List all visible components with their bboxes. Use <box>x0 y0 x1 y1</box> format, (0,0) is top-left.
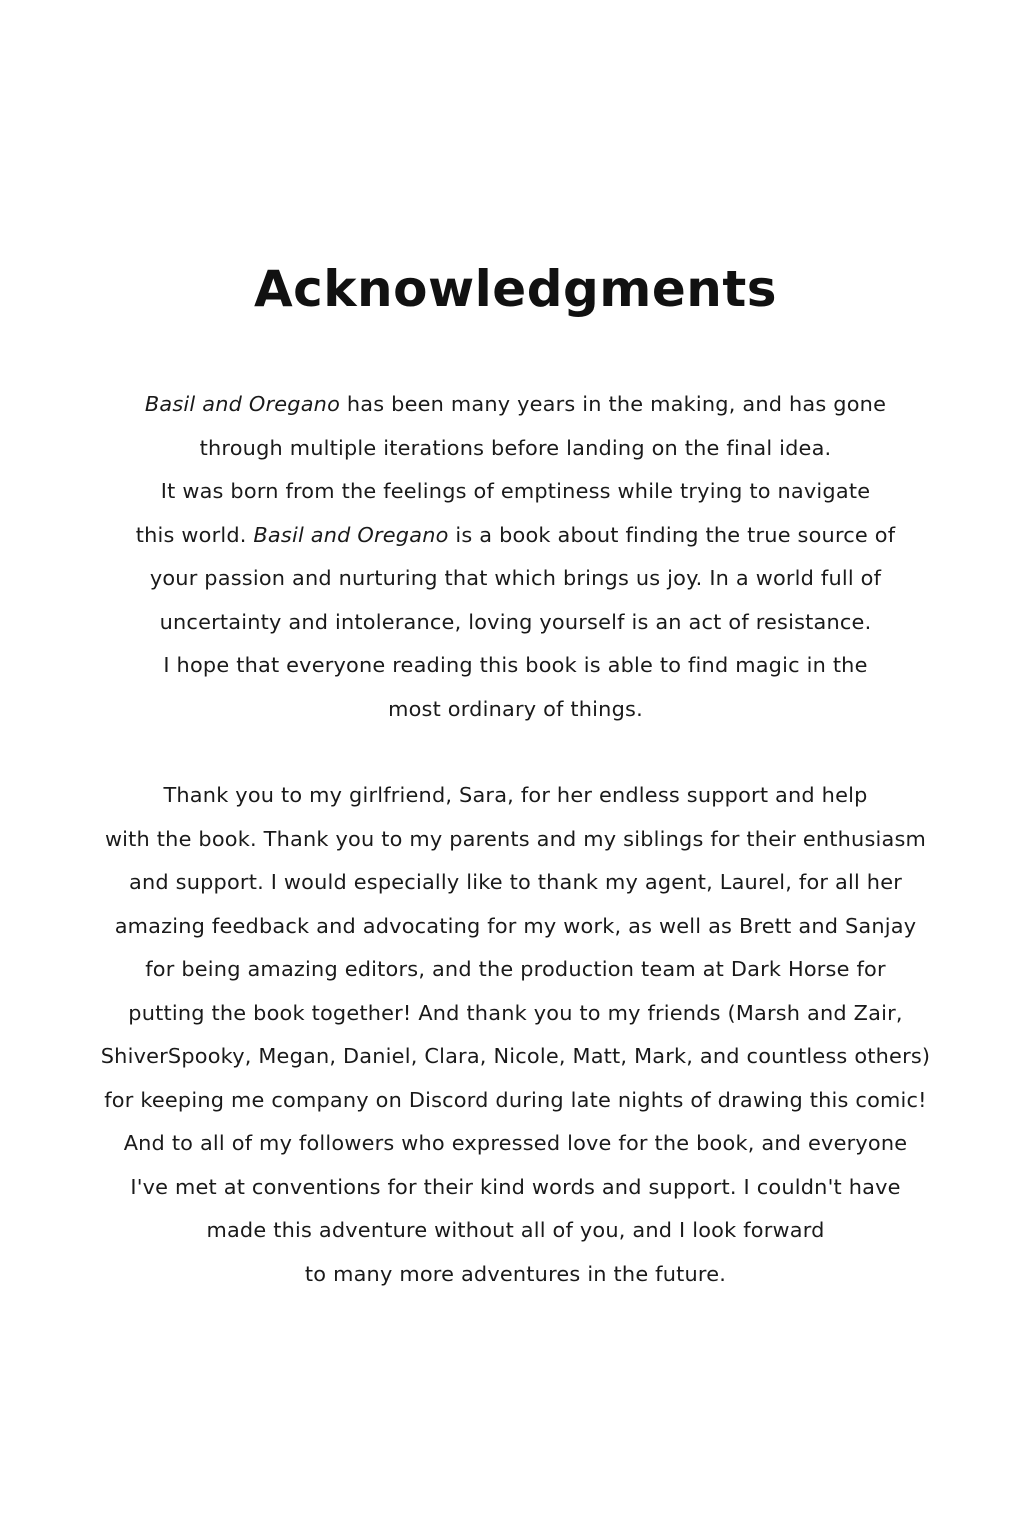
text-line: It was born from the feelings of emptiness while trying to navigate <box>160 479 871 503</box>
text-line: through multiple iterations before landing on the final idea. <box>199 435 832 460</box>
text-line: made this adventure without all of you, and I look forward <box>206 1218 825 1242</box>
page-title: Acknowledgments <box>253 260 778 318</box>
intro-paragraph <box>0 383 1031 731</box>
text-line: ShiverSpooky, Megan, Daniel, Clara, Nicole, Matt, Mark, and countless others) <box>100 1044 931 1068</box>
book-title-italic: Basil and Oregano <box>144 392 341 416</box>
text-line: And to all of my followers who expressed love for the book, and everyone <box>123 1131 908 1155</box>
text-line: and support. I would especially like to thank my agent, Laurel, for all her <box>129 870 902 894</box>
text-line: with the book. Thank you to my parents and my siblings for their enthusiasm <box>104 826 927 851</box>
book-title-italic: Basil and Oregano <box>253 522 449 547</box>
text-line: putting the book together! And thank you to my friends (Marsh and Zair, <box>128 1000 903 1025</box>
text-line: this world. Basil and Oregano is a book about finding the true source of <box>135 522 896 547</box>
text-line: Thank you to my girlfriend, Sara, for her endless support and help <box>163 783 868 807</box>
text-line: uncertainty and intolerance, loving yourself is an act of resistance. <box>159 609 872 634</box>
text-line: for being amazing editors, and the production team at Dark Horse for <box>145 957 886 981</box>
text-line: Basil and Oregano has been many years in the making, and has gone <box>144 392 887 416</box>
text-line: for keeping me company on Discord during late nights of drawing this comic! <box>104 1087 927 1112</box>
thanks-paragraph <box>0 774 1031 1296</box>
text-line: I hope that everyone reading this book is able to find magic in the <box>163 653 868 677</box>
text-line: amazing feedback and advocating for my work, as well as Brett and Sanjay <box>114 913 917 938</box>
text-line: your passion and nurturing that which brings us joy. In a world full of <box>149 566 882 590</box>
text-line: to many more adventures in the future. <box>304 1261 727 1286</box>
text-line: I've met at conventions for their kind words and support. I couldn't have <box>130 1174 901 1199</box>
text-line: most ordinary of things. <box>388 696 643 721</box>
